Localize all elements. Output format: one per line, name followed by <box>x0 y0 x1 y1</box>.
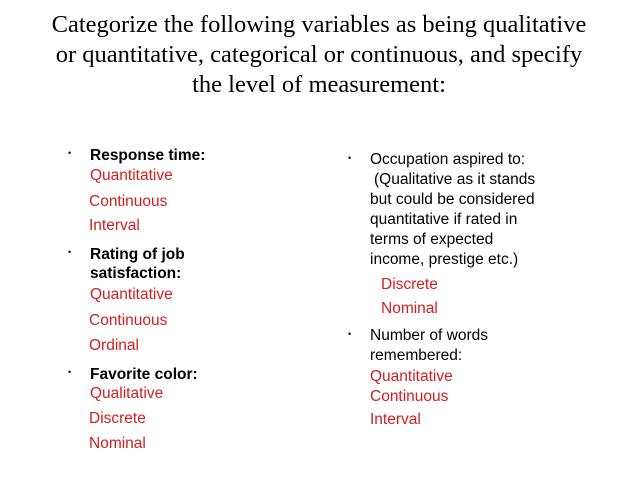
title-line-2: or quantitative, categorical or continuous, and specify <box>55 41 583 68</box>
variable-label-words-2: remembered: <box>370 347 463 364</box>
title-line-3: the level of measurement: <box>192 71 446 98</box>
bullet-icon: • <box>68 247 72 257</box>
answer-level: Ordinal <box>89 337 139 354</box>
answer-category: Discrete <box>89 410 146 427</box>
answer-level: Interval <box>89 217 140 234</box>
answer-category: Continuous <box>370 388 449 405</box>
bullet-icon: • <box>348 329 352 339</box>
note-line: terms of expected <box>370 231 494 248</box>
answer-level: Nominal <box>381 300 438 317</box>
note-line: (Qualitative as it stands <box>374 171 536 188</box>
answer-type: Qualitative <box>90 385 164 402</box>
answer-type: Quantitative <box>370 368 453 385</box>
variable-label-words-1: Number of words <box>370 327 489 344</box>
bullet-icon: • <box>348 153 352 163</box>
bullet-icon: • <box>68 148 72 158</box>
answer-category: Continuous <box>89 312 168 329</box>
answer-category: Discrete <box>381 276 438 293</box>
bullet-icon: • <box>68 367 72 377</box>
variable-label-response-time: Response time: <box>90 147 206 164</box>
title-line-1: Categorize the following variables as being qualitative <box>51 11 587 38</box>
variable-label-job-satisfaction-1: Rating of job <box>90 246 185 263</box>
answer-type: Quantitative <box>90 286 173 303</box>
note-line: but could be considered <box>370 191 535 208</box>
answer-type: Quantitative <box>90 167 173 184</box>
answer-category: Continuous <box>89 193 168 210</box>
variable-label-favorite-color: Favorite color: <box>90 366 198 383</box>
note-line: quantitative if rated in <box>370 211 518 228</box>
answer-level: Interval <box>370 411 421 428</box>
variable-label-job-satisfaction-2: satisfaction: <box>90 265 182 282</box>
variable-label-occupation: Occupation aspired to: <box>370 151 526 168</box>
note-line: income, prestige etc.) <box>370 251 519 268</box>
answer-level: Nominal <box>89 435 146 452</box>
